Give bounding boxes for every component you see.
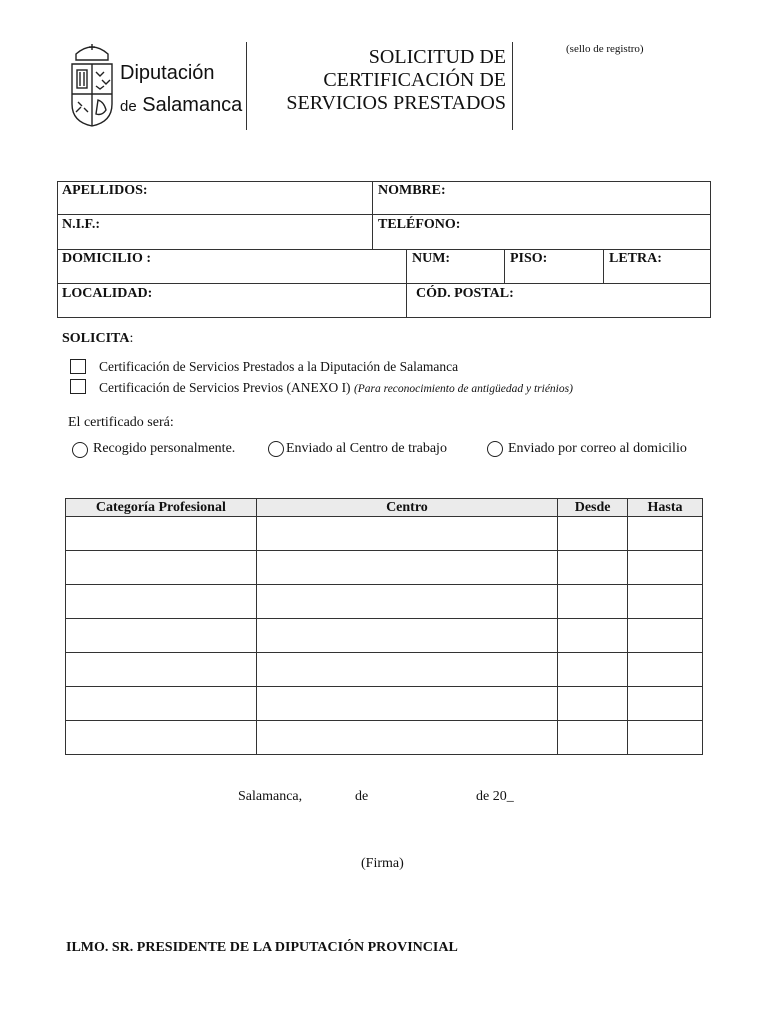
cell-desde[interactable] (558, 721, 628, 755)
col-header-categoria: Categoría Profesional (66, 499, 257, 517)
title-line-1: SOLICITUD DE (368, 46, 506, 68)
document-title (256, 46, 506, 115)
localidad-field[interactable]: LOCALIDAD: (62, 286, 153, 301)
cod-postal-field[interactable]: CÓD. POSTAL: (416, 286, 514, 301)
option-servicios-previos-note: (Para reconocimiento de antigüedad y triénios) (353, 383, 573, 395)
radio-recogido-label: Recogido personalmente. (93, 441, 236, 456)
cell-desde[interactable] (558, 517, 628, 551)
piso-field[interactable]: PISO: (510, 251, 548, 266)
option-servicios-prestados-label: Certificación de Servicios Prestados a la Diputación de Salamanca (99, 359, 459, 374)
radio-correo-domicilio[interactable] (487, 441, 503, 457)
form-hline-2 (57, 249, 711, 250)
nombre-field[interactable]: NOMBRE: (378, 183, 446, 198)
cell-hasta[interactable] (628, 551, 703, 585)
org-name-line2 (120, 94, 242, 117)
cell-centro[interactable] (256, 653, 557, 687)
cell-centro[interactable] (256, 619, 557, 653)
org-name-city: Salamanca (142, 94, 243, 116)
cell-desde[interactable] (558, 619, 628, 653)
cell-hasta[interactable] (628, 619, 703, 653)
cell-centro[interactable] (256, 585, 557, 619)
nif-field[interactable]: N.I.F.: (62, 217, 100, 232)
cell-categoria[interactable] (66, 551, 257, 585)
form-vline-letra (603, 249, 604, 283)
date-de-1: de (355, 789, 369, 804)
cell-categoria[interactable] (66, 653, 257, 687)
cell-centro[interactable] (256, 517, 557, 551)
col-header-hasta: Hasta (628, 499, 703, 517)
solicita-colon: : (129, 331, 134, 346)
col-header-desde: Desde (558, 499, 628, 517)
apellidos-field[interactable]: APELLIDOS: (62, 183, 148, 198)
table-row (66, 721, 703, 755)
num-field[interactable]: NUM: (412, 251, 451, 266)
title-line-2: CERTIFICACIÓN DE (323, 69, 506, 91)
title-line-3: SERVICIOS PRESTADOS (286, 92, 506, 114)
cell-categoria[interactable] (66, 687, 257, 721)
telefono-field[interactable]: TELÉFONO: (378, 217, 461, 232)
cell-desde[interactable] (558, 687, 628, 721)
option-servicios-previos (99, 380, 573, 396)
signature-label: (Firma) (361, 856, 404, 871)
cell-centro[interactable] (256, 721, 557, 755)
delivery-prompt: El certificado será: (68, 415, 174, 430)
radio-centro-trabajo[interactable] (268, 441, 284, 457)
radio-correo-domicilio-label: Enviado por correo al domicilio (508, 441, 687, 456)
cell-desde[interactable] (558, 551, 628, 585)
cell-desde[interactable] (558, 585, 628, 619)
stamp-note: (sello de registro) (566, 43, 644, 55)
header-divider-right (512, 42, 513, 130)
cell-centro[interactable] (256, 687, 557, 721)
cell-hasta[interactable] (628, 687, 703, 721)
cell-hasta[interactable] (628, 517, 703, 551)
checkbox-servicios-prestados[interactable] (70, 359, 86, 374)
radio-centro-trabajo-label: Enviado al Centro de trabajo (286, 441, 447, 456)
org-name-line1: Diputación (120, 62, 215, 84)
cell-categoria[interactable] (66, 517, 257, 551)
header-divider-left (246, 42, 247, 130)
table-row (66, 585, 703, 619)
cell-categoria[interactable] (66, 585, 257, 619)
domicilio-field[interactable]: DOMICILIO : (62, 251, 152, 266)
cell-hasta[interactable] (628, 653, 703, 687)
org-name-prefix: de (120, 98, 137, 115)
solicita-label: SOLICITA (62, 331, 130, 346)
addressee: ILMO. SR. PRESIDENTE DE LA DIPUTACIÓN PROVINCIAL (66, 940, 458, 955)
services-table (65, 498, 703, 755)
letra-field[interactable]: LETRA: (609, 251, 662, 266)
checkbox-servicios-previos[interactable] (70, 379, 86, 394)
radio-recogido[interactable] (72, 442, 88, 458)
form-hline-1 (57, 214, 711, 215)
cell-categoria[interactable] (66, 721, 257, 755)
coat-of-arms-icon (66, 42, 118, 128)
cell-hasta[interactable] (628, 585, 703, 619)
col-header-centro: Centro (256, 499, 557, 517)
cell-desde[interactable] (558, 653, 628, 687)
form-vline-num (406, 249, 407, 318)
table-row (66, 687, 703, 721)
option-servicios-previos-label: Certificación de Servicios Previos (ANEXO I) (99, 380, 351, 395)
date-place: Salamanca, (238, 789, 303, 804)
cell-hasta[interactable] (628, 721, 703, 755)
table-header-row (66, 499, 703, 517)
table-row (66, 551, 703, 585)
solicita-heading (62, 331, 133, 347)
table-row (66, 619, 703, 653)
table-row (66, 517, 703, 551)
table-row (66, 653, 703, 687)
cell-centro[interactable] (256, 551, 557, 585)
form-vline-nombre (372, 181, 373, 249)
form-vline-piso (504, 249, 505, 283)
date-de-2: de 20_ (476, 789, 514, 804)
cell-categoria[interactable] (66, 619, 257, 653)
form-hline-3 (57, 283, 711, 284)
